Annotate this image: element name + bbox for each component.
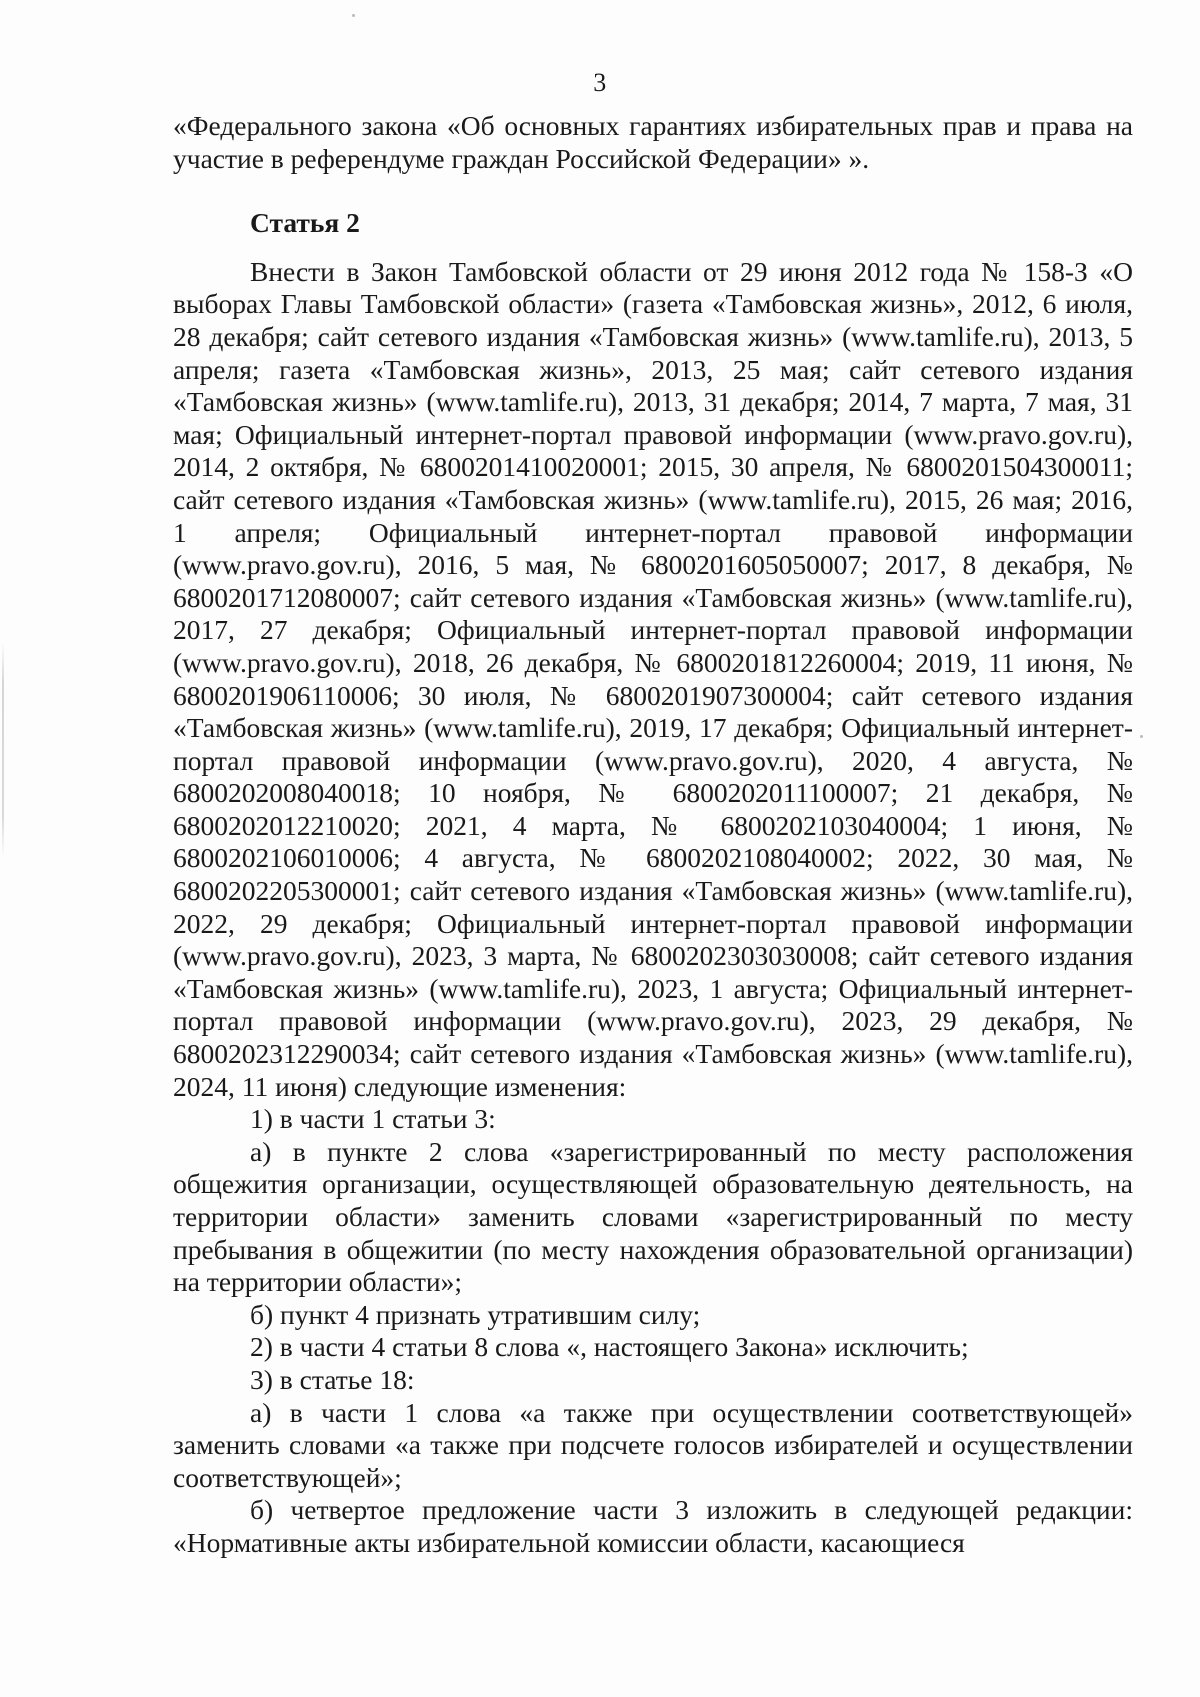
document-body — [173, 110, 1133, 1560]
paragraph-spacer — [173, 240, 1133, 256]
scan-dust-dot — [1140, 735, 1143, 738]
scan-edge-artifact — [2, 640, 4, 860]
paragraph-amendment-intro: Внести в Закон Тамбовской области от 29 июня 2012 года № 158-З «О выборах Главы Тамбовской области» (газета «Тамбовская жизнь», 2012, 6 июля, 28 декабря; сайт сетевого издания «Тамбовская жизнь» (www.tamlife.ru), 2013, 5 апреля; газета «Тамбовская жизнь», 2013, 25 мая; сайт сетевого издания «Тамбовская жизнь» (www.tamlife.ru), 2013, 31 декабря; 2014, 7 марта, 7 мая, 31 мая; Официальный интернет-портал правовой информации (www.pravo.gov.ru), 2014, 2 октября, № 6800201410020001; 2015, 30 апреля, № 6800201504300011; сайт сетевого издания «Тамбовская жизнь» (www.tamlife.ru), 2015, 26 мая; 2016, 1 апреля; Официальный интернет-портал правовой информации (www.pravo.gov.ru), 2016, 5 мая, № 6800201605050007; 2017, 8 декабря, № 6800201712080007; сайт сетевого издания «Тамбовская жизнь» (www.tamlife.ru), 2017, 27 декабря; Официальный интернет-портал правовой информации (www.pravo.gov.ru), 2018, 26 декабря, № 6800201812260004; 2019, 11 июня, № 6800201906110006; 30 июля, № 6800201907300004; сайт сетевого издания «Тамбовская жизнь» (www.tamlife.ru), 2019, 17 декабря; Официальный интернет-портал правовой информации (www.pravo.gov.ru), 2020, 4 августа, № 6800202008040018; 10 ноября, № 6800202011100007; 21 декабря, № 6800202012210020; 2021, 4 марта, № 6800202103040004; 1 июня, № 6800202106010006; 4 августа, № 6800202108040002; 2022, 30 мая, № 6800202205300001; сайт сетевого издания «Тамбовская жизнь» (www.tamlife.ru), 2022, 29 декабря; Официальный интернет-портал правовой информации (www.pravo.gov.ru), 2023, 3 марта, № 6800202303030008; сайт сетевого издания «Тамбовская жизнь» (www.tamlife.ru), 2023, 1 августа; Официальный интернет-портал правовой информации (www.pravo.gov.ru), 2023, 29 декабря, № 6800202312290034; сайт сетевого издания «Тамбовская жизнь» (www.tamlife.ru), 2024, 11 июня) следующие изменения: — [173, 255, 1133, 1102]
list-item-3b: б) четвертое предложение части 3 изложить в следующей редакции: «Нормативные акты избирательной комиссии области, касающиеся — [173, 1494, 1133, 1558]
list-item-2: 2) в части 4 статьи 8 слова «, настоящего Закона» исключить; — [250, 1331, 969, 1363]
list-item-1b: б) пункт 4 признать утратившим силу; — [250, 1298, 701, 1330]
paragraph-intro-quote: «Федерального закона «Об основных гарантиях избирательных прав и права на участие в референдуме граждан Российской Федерации» ». — [173, 110, 1133, 174]
paragraph-spacer — [173, 175, 1133, 207]
article-heading: Статья 2 — [250, 207, 360, 239]
list-item-3a: а) в части 1 слова «а также при осуществлении соответствующей» заменить словами «а также при подсчете голосов избирателей и осуществлении соответствующей»; — [173, 1396, 1133, 1493]
page-number: 3 — [593, 68, 607, 97]
scan-dust-dot — [352, 14, 355, 17]
list-item-3: 3) в статье 18: — [250, 1363, 415, 1395]
list-item-1a: а) в пункте 2 слова «зарегистрированный по месту расположения общежития организации, осуществляющей образовательную деятельность, на территории области» заменить словами «зарегистрированный по месту пребывания в общежитии (по месту нахождения образовательной организации) на территории области»; — [173, 1135, 1133, 1298]
list-item-1: 1) в части 1 статьи 3: — [250, 1103, 496, 1135]
